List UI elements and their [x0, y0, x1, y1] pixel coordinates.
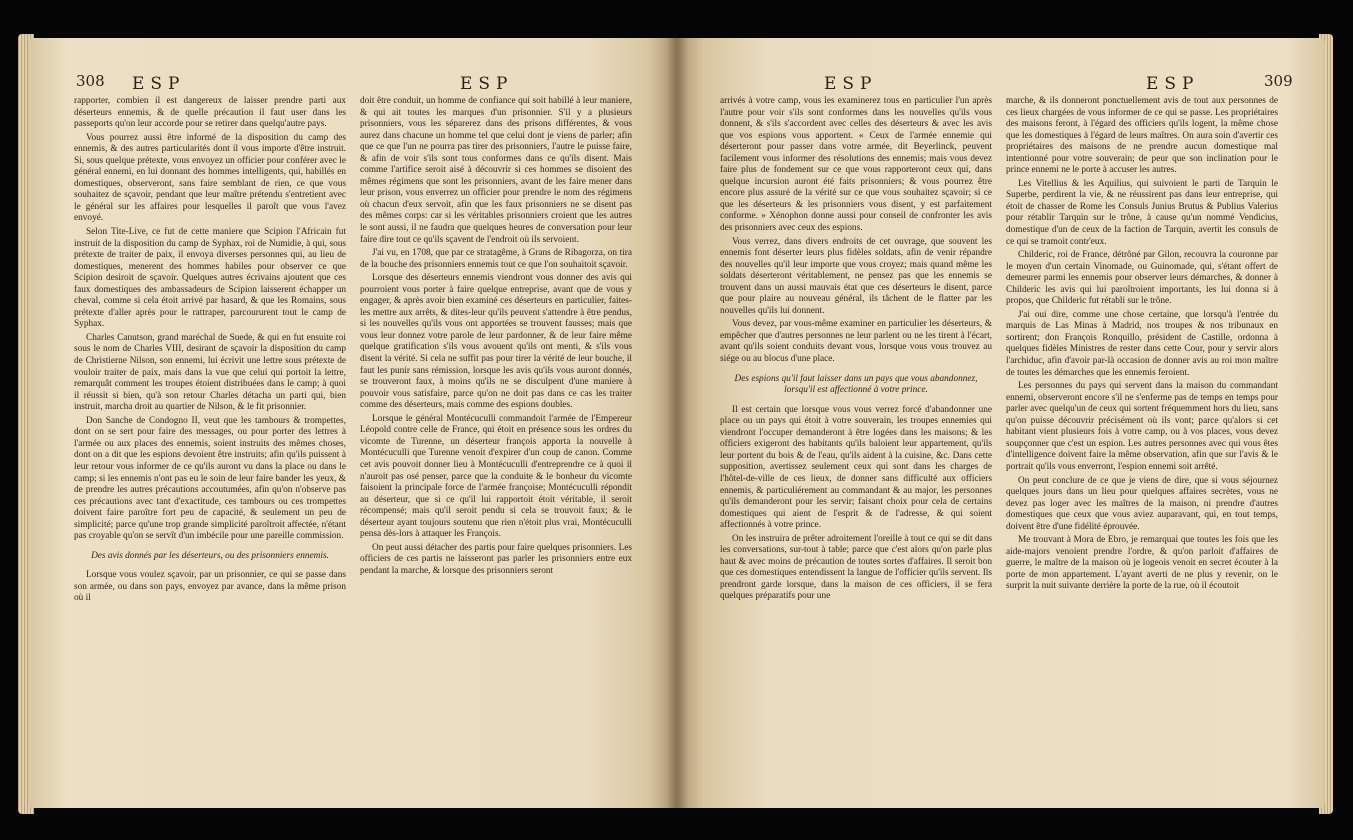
paragraph: Selon Tite-Live, ce fut de cette maniere que Scipion l'Africain fut instruit de la disposition du camp de Syphax, roi de Numidie, à qui, sous prétexte de traiter de paix, il envoya diverses personnes qui, au lieu de domestiques, menerent des hommes habiles pour observer ce que Scipion desiroit de sçavoir. Quelques autres écrivains ajoutent que ces faux domestiques des ambassadeurs de Scipion laisserent échapper un cheval, comme si cela étoit arrivé par hasard, & que les Romains, sous prétexte d'aller après pour le rattraper, parcoururent tout le camp de Syphax.	[74, 227, 346, 330]
running-head-center: ESP	[460, 74, 514, 94]
paragraph: On peut conclure de ce que je viens de dire, que si vous séjournez quelques jours dans un lieu pour quelques affaires secrètes, vous ne devez pas loger avec les maîtres de la maison, ni prendre d'autres domestiques que ceux que vous aviez auparavant, qui, en tout temps, doivent être d'une fidélité éprouvée.	[1006, 475, 1278, 532]
right-page	[676, 38, 1325, 808]
paragraph: Les personnes du pays qui servent dans la maison du commandant ennemi, observeront encore s'il ne s'enferme pas de temps en temps pour parler avec quelqu'un de ceux qui sortent fréquemment hors du lieu, sans qu'on puisse découvrir précisément où ils vont; parce qu'alors si cet habitant vient plusieurs fois à votre camp, ou à vos places, vous devez soupçonner que c'est un espion. Les autres personnes avec qui vous êtes d'intelligence doivent faire la même observation, afin que sur l'avis & le portrait qu'ils vous enverront, l'espion ennemi soit arrêté.	[1006, 381, 1278, 472]
paragraph: J'ai oui dire, comme une chose certaine, que lorsqu'à l'entrée du marquis de Las Minas à Madrid, nos troupes & nos tribunaux en sortirent; don François Ronquillo, président de Castille, ordonna à quelques fidèles Ministres de rester dans cette Cour, pour y servir alors l'archiduc, afin d'avoir par-là occasion de donner avis au roi mon maître de toutes les démarches que les ennemis feroient.	[1006, 309, 1278, 378]
paragraph: Don Sanche de Condogno II, veut que les tambours & trompettes, dont on se sert pour faire des messages, ou pour porter des lettres à l'armée ou aux places des ennemis, soient instruits des mêmes choses, dont on a dit que les espions devoient être instruits; afin qu'ils puissent à leur retour vous informer de ce qu'ils auront vu dans la place ou dans le camp; si les ennemis n'ont pas eu le soin de leur faire bander les yeux, & de prendre les autres précautions accoutumées, afin qu'on n'observe pas ces précautions avec tant d'exactitude, ces tambours ou ces trompettes doivent faire paroître fort peu de capacité, & seulement un peu de simplicité; parce qu'une trop grande simplicité paroîtroit affectée, n'étant pas croyable qu'on se servît d'un imbécile pour une pareille commission.	[74, 415, 346, 542]
paragraph: Lorsque des déserteurs ennemis viendront vous donner des avis qui pourroient vous porter à faire quelque entreprise, avant que de vous y engager, & après avoir bien examiné ces déserteurs en particulier, faites-les mettre aux arrêts, & dites-leur qu'ils peuvent s'attendre à être pendus, si les nouvelles qu'ils vous ont apportées se trouvent fausses; mais que vous leur donnez votre parole de leur pardonner, & de leur faire même quelque gratification s'ils vous avouent qu'ils ont menti, & s'ils vous disent la vérité. Si cela ne suffit pas pour tirer la vérité de leur bouche, il faut les punir sans rémission, lorsque les avis qu'ils vous auront donnés, se trouveront faux, à moins qu'ils ne se disculpent d'une maniere à pouvoir vous satisfaire, parce qu'on ne doit pas dans ce cas les traiter comme des déserteurs, mais comme des espions doubles.	[360, 273, 632, 411]
text-column-2	[360, 96, 632, 579]
paragraph: arrivés à votre camp, vous les examinerez tous en particulier l'un après l'autre pour voir s'ils sont conformes dans les nouvelles qu'ils vous donnent, & s'ils s'accordent avec celles des déserteurs & avec les avis que vos espions vous apportent. « Ceux de l'armée ennemie qui déserteront pour passer dans votre armée, dit Beyerlinck, peuvent facilement vous informer des résolutions des ennemis; mais vous devez faire plus de fondement sur ce que vous rapporteront ceux qui, dans quelque incursion auront été faits prisonniers; & vous pourrez être encore plus assuré de la vérité sur ce que vous souhaitez sçavoir; si ce que les déserteurs & les prisonniers vous disent, y est parfaitement conforme. » Xénophon donne aussi pour conseil de confronter les avis des prisonniers avec ceux des espions.	[720, 96, 992, 234]
text-column-1	[74, 96, 346, 607]
paragraph: doit être conduit, un homme de confiance qui soit habillé à leur maniere, & qui ait toutes les marques d'un prisonnier. S'il y a plusieurs prisonniers, vous les séparerez dans des prisons différentes, & vous aurez dans chacune un homme tel que celui dont je viens de parler; afin que ce que l'un ne pourra pas tirer des prisonniers, l'autre le puisse faire, & afin de voir s'ils sont tous conformes dans ce qu'ils disent. Mais comme l'artifice seroit aisé à découvrir si ces hommes se disoient des mêmes régimens que sont les prisonniers, avant de les faire mener dans leur prison, vous enverrez un officier pour prendre le nom des régimens où chacun d'eux servoit, afin que les faux prisonniers ne se disent pas des mêmes corps: car si les véritables prisonniers croient que les autres le sont aussi, il ne faudra que quelques heures de conversation pour leur faire dire tout ce qu'ils sçavent de l'endroit où ils servoient.	[360, 96, 632, 245]
book-gutter	[666, 38, 688, 808]
text-column-1	[720, 96, 992, 605]
paragraph: Vous verrez, dans divers endroits de cet ouvrage, que souvent les ennemis font déserter leurs plus fidèles soldats, afin de venir répandre des nouvelles qu'il leur importe que vous croyez; mais quand même les soldats déserteront véritablement, ne pensez pas que les ennemis se trouvent dans un aussi mauvais état que ces déserteurs le disent, parce que pour plaire au nouveau général, ils tâchent de le flatter par les nouvelles qu'ils lui donnent.	[720, 236, 992, 316]
page-number: 309	[1264, 72, 1293, 90]
paragraph: Childeric, roi de France, détrôné par Gilon, recouvra la couronne par le moyen d'un certain Vinomade, ou Guinomade, qui, s'étant offert de demeurer parmi les ennemis pour observer leurs démarches, & donner à Childeric les avis qui lui paroîtroient importants, les lui donna si à propos, que Childeric fut rétabli sur le trône.	[1006, 250, 1278, 307]
paragraph: Vous pourrez aussi être informé de la disposition du camp des ennemis, & des autres particularités dont il vous importe d'être instruit. Si, sous quelque prétexte, vous envoyez un officier pour conférer avec le général ennemi, en lui donnant des hommes intelligents, qui, habillés en domestiques, observeront, sans faire semblant de rien, ce que vous souhaitez de sçavoir, pendant que leur maître prétendu s'entretient avec le général sur les affaires pour lesquelles il paroît que vous l'avez envoyé.	[74, 132, 346, 224]
paragraph: marche, & ils donneront ponctuellement avis de tout aux personnes de ces lieux chargées de vous informer de ce qui se passe. Les propriétaires des maisons feront, à l'égard des officiers qu'ils logent, la même chose que les domestiques à l'égard de leurs maîtres. On aura soin d'avertir ces propriétaires des maisons de ne prendre aucun domestique mal intentionné pour votre souverain; de peur que son inclination pour le prince ennemi ne le porte à accuser les autres.	[1006, 96, 1278, 176]
paragraph: Vous devez, par vous-même examiner en particulier les déserteurs, & empêcher que d'autres personnes ne leur parlent ou ne les tirent à l'écart, avant qu'ils soient conduits devant vous, lorsque vous vous trouvez au siége ou au blocus d'une place.	[720, 319, 992, 365]
section-heading: Des espions qu'il faut laisser dans un pays que vous abandonnez, lorsqu'il est affectionné à votre prince.	[734, 373, 978, 396]
paragraph: J'ai vu, en 1708, que par ce stratagême, à Grans de Ribagorza, on tira de la bouche des prisonniers ennemis tout ce que l'on souhaitoit sçavoir.	[360, 248, 632, 270]
running-head: ESP	[132, 74, 186, 94]
paragraph: Il est certain que lorsque vous vous verrez forcé d'abandonner une place ou un pays qui étoit à votre souverain, les troupes ennemies qui viendront l'occuper demanderont à être logées dans les maisons; & les officiers exigeront des habitants qu'ils baloient leur appartement, qu'ils leur portent du bois & de l'eau, qu'ils aident à la cuisine, &c. Dans cette supposition, avertissez seulement ceux qui sont dans les charges de l'hôtel-de-ville de ces lieux, de donner sans difficulté aux officiers ennemis, & particuliérement au commandant & au major, les personnes qu'ils demanderont pour les servir; faisant choix pour cela de certains domestiques qui aient de l'esprit & de l'adresse, & qui soient affectionnés à votre prince.	[720, 404, 992, 531]
paragraph: Lorsque vous voulez sçavoir, par un prisonnier, ce qui se passe dans son armée, ou dans son pays, envoyez par avance, dans la même prison où il	[74, 570, 346, 604]
section-heading: Des avis donnés par les déserteurs, ou des prisonniers ennemis.	[91, 550, 329, 561]
running-head-center: ESP	[824, 74, 878, 94]
paragraph: On les instruira de prêter adroitement l'oreille à tout ce qui se dit dans les conversations, sur-tout à table; parce que c'est alors qu'on parle plus haut & avec moins de précaution de toutes sortes d'affaires. Il seroit bon que ces domestiques entendissent la langue de l'officier qu'ils servent. Ils prendront garde lorsque, dans la maison de ces officiers, il se fera quelques préparatifs pour une	[720, 533, 992, 602]
open-book	[28, 22, 1325, 828]
paragraph: rapporter, combien il est dangereux de laisser prendre parti aux déserteurs ennemis, & de quelle précaution il faut user dans les passeports qu'on leur accorde pour se retirer dans quelqu'autre pays.	[74, 96, 346, 130]
paragraph: On peut aussi détacher des partis pour faire quelques prisonniers. Les officiers de ces partis ne laisseront pas parler les prisonniers entre eux pendant la marche, & lorsque des prisonniers seront	[360, 542, 632, 576]
paragraph: Me trouvant à Mora de Ebro, je remarquai que toutes les fois que les aide-majors venoient prendre l'ordre, & qu'on parloit d'affaires de guerre, le maître de la maison où je logeois venoit en secret écouter à la porte de mon appartement. L'ayant averti de ne plus y revenir, on le surprit la nuit suivante derrière la porte de la rue, où il écoutoit	[1006, 535, 1278, 592]
paragraph: Lorsque le général Montécuculli commandoit l'armée de l'Empereur Léopold contre celle de France, qui étoit en présence sous les ordres du vicomte de Turenne, un déserteur françois apporta la nouvelle à Montécuculli que Turenne venoit d'expirer d'un coup de canon. Comme cet avis pouvoit donner lieu à Montécuculli d'entreprendre ce à quoi il n'auroit pas osé penser, parce que la conduite & le bonheur du vicomte faisoient la principale force de l'armée françoise; Montécuculli répondit au déserteur, que si ce qu'il lui rapportoit étoit véritable, il seroit récompensé; mais qu'il seroit pendu si cela se trouvoit faux; & le déserteur ayant toujours soutenu que rien n'étoit plus vrai, Montécuculli pensa dès-lors à attaquer les François.	[360, 413, 632, 540]
paragraph: Les Vitellius & les Aquilius, qui suivoient le parti de Tarquin le Superbe, perdirent la vie, & ne réussirent pas dans leur entreprise, qui étoit de chasser de Rome les Consuls Junius Brutus & Publius Valerius pour rétablir Tarquin sur le trône, à cause qu'un nommé Vendicius, domestique d'un de ceux de la faction de Tarquin, avertit les consuls de ce qui se tramoit contr'eux.	[1006, 178, 1278, 247]
paragraph: Charles Canutson, grand maréchal de Suede, & qui en fut ensuite roi sous le nom de Charles VIII, desirant de sçavoir la disposition du camp de Christierne Nilson, son ennemi, lui écrivit une lettre sous prétexte de vouloir traiter de paix, mais dans la vue que celui qui portoit la lettre, remarquât comment les troupes étoient distribuées dans le camp; à quoi il réussit si bien, qu'à son retour Charles détacha un parti qui, bien instruit, marcha droit au quartier de Nilson, & le fit prisonnier.	[74, 332, 346, 413]
page-number: 308	[76, 72, 105, 90]
text-column-2	[1006, 96, 1278, 595]
running-head: ESP	[1146, 74, 1200, 94]
left-page	[28, 38, 676, 808]
